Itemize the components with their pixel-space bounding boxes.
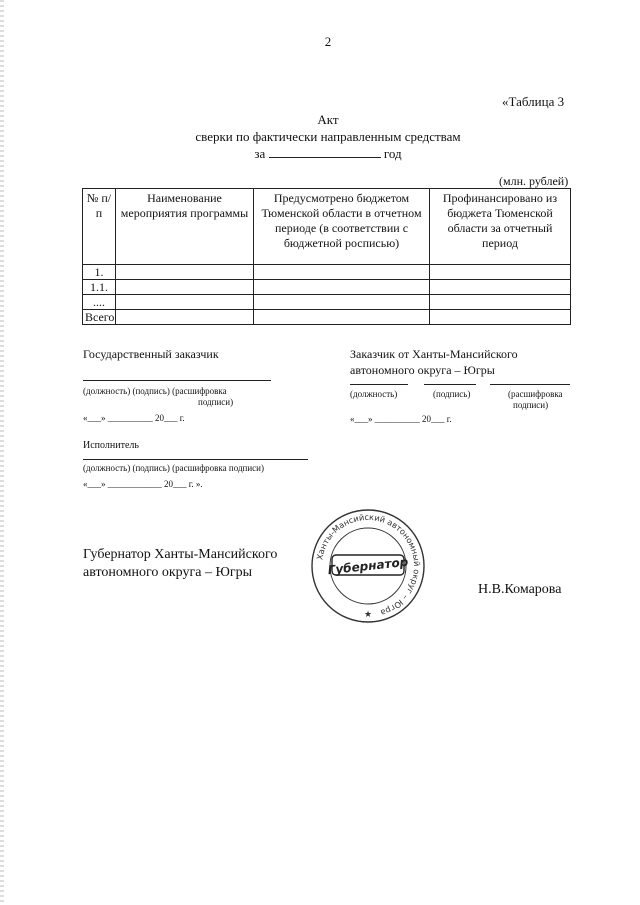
page-number: 2 [324, 34, 332, 49]
table-cell [254, 295, 430, 310]
table-cell [430, 265, 571, 280]
seal-center-text: Губернатор [327, 554, 409, 578]
governor-title: Губернатор Ханты-Мансийского автономного округа – Югры [83, 547, 278, 580]
seal-ring-text: Ханты-Мансийский автономный округ – Югра [314, 511, 423, 619]
header-number: № п/п [83, 189, 116, 265]
signature-label: (подпись) [433, 389, 471, 399]
reconciliation-table [82, 188, 571, 325]
table-row [83, 295, 571, 310]
official-seal [308, 506, 428, 626]
title-line-2: сверки по фактически направленным средствам [195, 129, 461, 144]
customer-heading-line-2: автономного округа – Югры [350, 363, 495, 377]
signature-fields-label-2: подписи) [198, 397, 234, 407]
table-cell: Всего [83, 310, 116, 325]
title-za: за [254, 146, 266, 161]
year-blank-line [269, 146, 381, 158]
table-cell [430, 310, 571, 325]
signature-line [350, 384, 408, 385]
table-cell [254, 265, 430, 280]
header-budget-financed: Профинансировано из бюджета Тюменской области за отчетный период [430, 189, 571, 265]
table-cell [430, 280, 571, 295]
position-label: (должность) [350, 389, 398, 399]
table-row [83, 280, 571, 295]
header-activity-name: Наименование мероприятия программы [116, 189, 254, 265]
units-label: (млн. рублей) [499, 174, 569, 188]
table-cell [116, 310, 254, 325]
table-cell [254, 310, 430, 325]
customer-heading-line-1: Заказчик от Ханты-Мансийского [350, 347, 518, 361]
transcript-label: (расшифровка [508, 389, 563, 399]
table-cell [430, 295, 571, 310]
date-line: «___» ____________ 20___ г. ». [83, 479, 203, 489]
title-line-1: Акт [317, 112, 339, 127]
table-cell [254, 280, 430, 295]
transcript-label-2: подписи) [513, 400, 549, 410]
signature-line [490, 384, 570, 385]
document-title [0, 111, 640, 162]
table-label: «Таблица 3 [502, 94, 565, 109]
table-cell: 1.1. [83, 280, 116, 295]
table-cell [116, 295, 254, 310]
header-budget-planned: Предусмотрено бюджетом Тюменской области в отчетном периоде (в соответствии с бюджетной росписью) [254, 189, 430, 265]
title-line-3 [0, 145, 640, 162]
executor-fields-label: (должность) (подпись) (расшифровка подписи) [83, 463, 264, 473]
date-line: «___» __________ 20___ г. [350, 414, 452, 424]
state-customer-heading: Государственный заказчик [83, 347, 219, 361]
executor-heading: Исполнитель [83, 440, 139, 451]
table-header-row [83, 189, 571, 265]
table-cell [116, 280, 254, 295]
seal-star-icon: ★ [363, 610, 373, 620]
signature-fields-label: (должность) (подпись) (расшифровка [83, 386, 227, 396]
table-total-row [83, 310, 571, 325]
table-cell: 1. [83, 265, 116, 280]
signature-line [83, 459, 308, 460]
signature-line [83, 380, 271, 381]
table-cell [116, 265, 254, 280]
table-cell: .... [83, 295, 116, 310]
table-row [83, 265, 571, 280]
title-god: год [383, 146, 402, 161]
signature-line [424, 384, 476, 385]
signer-name: Н.В.Комарова [478, 582, 562, 597]
date-line: «___» __________ 20___ г. [83, 413, 185, 423]
